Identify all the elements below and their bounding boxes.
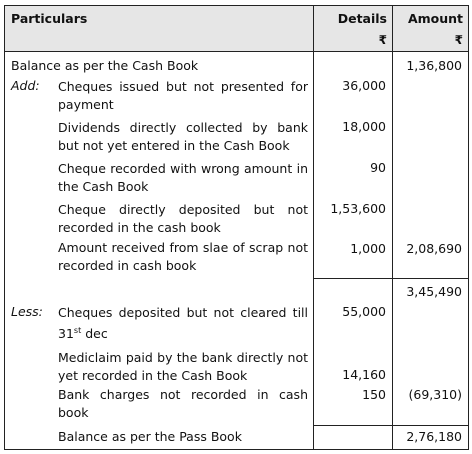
amount-currency-symbol: ₹	[454, 33, 463, 47]
add-item-details: 1,53,600	[314, 196, 393, 237]
add-item-text: Amount received from slae of scrap not recorded in cash book	[58, 240, 308, 273]
less-label: Less:	[11, 304, 43, 319]
table-row	[5, 425, 469, 450]
balance-pass-book-amount: 2,76,180	[393, 425, 469, 450]
less-item-details: 14,160	[314, 343, 393, 385]
table-row	[5, 114, 469, 155]
add-item-details: 90	[314, 155, 393, 196]
less-item-text: Mediclaim paid by the bank directly not yet recorded in the Cash Book	[58, 350, 308, 384]
details-currency-symbol: ₹	[378, 33, 387, 47]
balance-cash-book-label: Balance as per the Cash Book	[5, 52, 314, 77]
add-item-text: Cheque recorded with wrong amount in the Cash Book	[58, 161, 308, 194]
add-label: Add:	[11, 78, 40, 93]
less-item-details: 150	[314, 385, 393, 425]
table-row	[5, 278, 469, 300]
table-row	[5, 196, 469, 237]
table-row	[5, 155, 469, 196]
subtotal-amount: 3,45,490	[393, 278, 469, 300]
details-header-label: Details	[337, 11, 387, 26]
table-row	[5, 385, 469, 425]
balance-pass-book-label: Balance as per the Pass Book	[58, 429, 242, 445]
particulars-header	[5, 6, 314, 52]
less-item-text: Bank charges not recorded in cash book	[58, 387, 308, 421]
add-item-text: Cheques issued but not presented for payment	[58, 79, 308, 112]
add-item-text: Dividends directly collected by bank but not yet entered in the Cash Book	[58, 120, 308, 153]
balance-cash-book-amount: 1,36,800	[393, 52, 469, 77]
add-item-details: 18,000	[314, 114, 393, 155]
details-header	[314, 6, 393, 52]
less-total-amount: (69,310)	[393, 385, 469, 425]
table-row	[5, 52, 469, 77]
less-item-details: 55,000	[314, 300, 393, 343]
reconciliation-table	[4, 5, 469, 450]
amount-header-label: Amount	[407, 11, 463, 26]
add-item-text: Cheque directly deposited but not recorded in the cash book	[58, 202, 308, 235]
table-row	[5, 300, 469, 343]
particulars-header-label: Particulars	[11, 11, 88, 26]
add-item-details: 1,000	[314, 237, 393, 278]
add-total-amount: 2,08,690	[393, 237, 469, 278]
table-row	[5, 343, 469, 385]
table-header-row	[5, 6, 469, 52]
add-item-details: 36,000	[314, 76, 393, 114]
amount-header	[393, 6, 469, 52]
table-row	[5, 76, 469, 114]
table-row	[5, 237, 469, 278]
less-item-text: Cheques deposited but not cleared till 31st dec	[58, 305, 308, 342]
